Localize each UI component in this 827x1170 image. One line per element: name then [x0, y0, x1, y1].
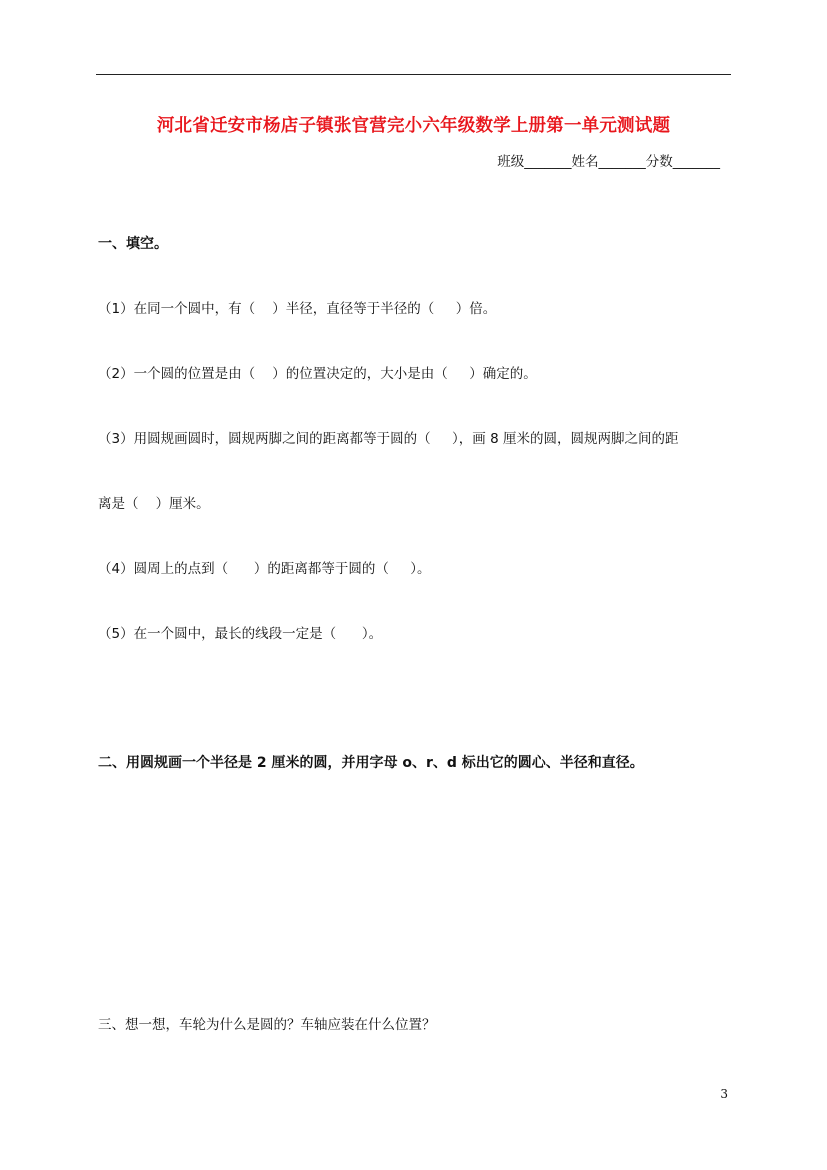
question-1: （1）在同一个圆中，有（ ）半径，直径等于半径的（ ）倍。 — [98, 301, 497, 317]
question-4: （4）圆周上的点到（ ）的距离都等于圆的（ ）。 — [98, 561, 431, 577]
question-5: （5）在一个圆中，最长的线段一定是（ ）。 — [98, 626, 383, 642]
section-1-heading: 一、填空。 — [98, 236, 168, 252]
question-3-line-1: （3）用圆规画圆时，圆规两脚之间的距离都等于圆的（ ），画 8 厘米的圆，圆规两脚之间的距 — [98, 431, 679, 447]
section-3-question: 三、想一想，车轮为什么是圆的？车轴应装在什么位置？ — [98, 1017, 436, 1033]
student-info-line: 班级_______姓名_______分数_______ — [497, 154, 720, 170]
page-title: 河北省迁安市杨店子镇张官营完小六年级数学上册第一单元测试题 — [156, 116, 671, 136]
question-2: （2）一个圆的位置是由（ ）的位置决定的，大小是由（ ）确定的。 — [98, 366, 537, 382]
header-rule — [96, 74, 731, 75]
section-2-heading: 二、用圆规画一个半径是 2 厘米的圆，并用字母 o、r、d 标出它的圆心、半径和直径。 — [98, 755, 644, 771]
question-3-line-2: 离是（ ）厘米。 — [98, 496, 210, 512]
page-number: 3 — [720, 1087, 728, 1101]
